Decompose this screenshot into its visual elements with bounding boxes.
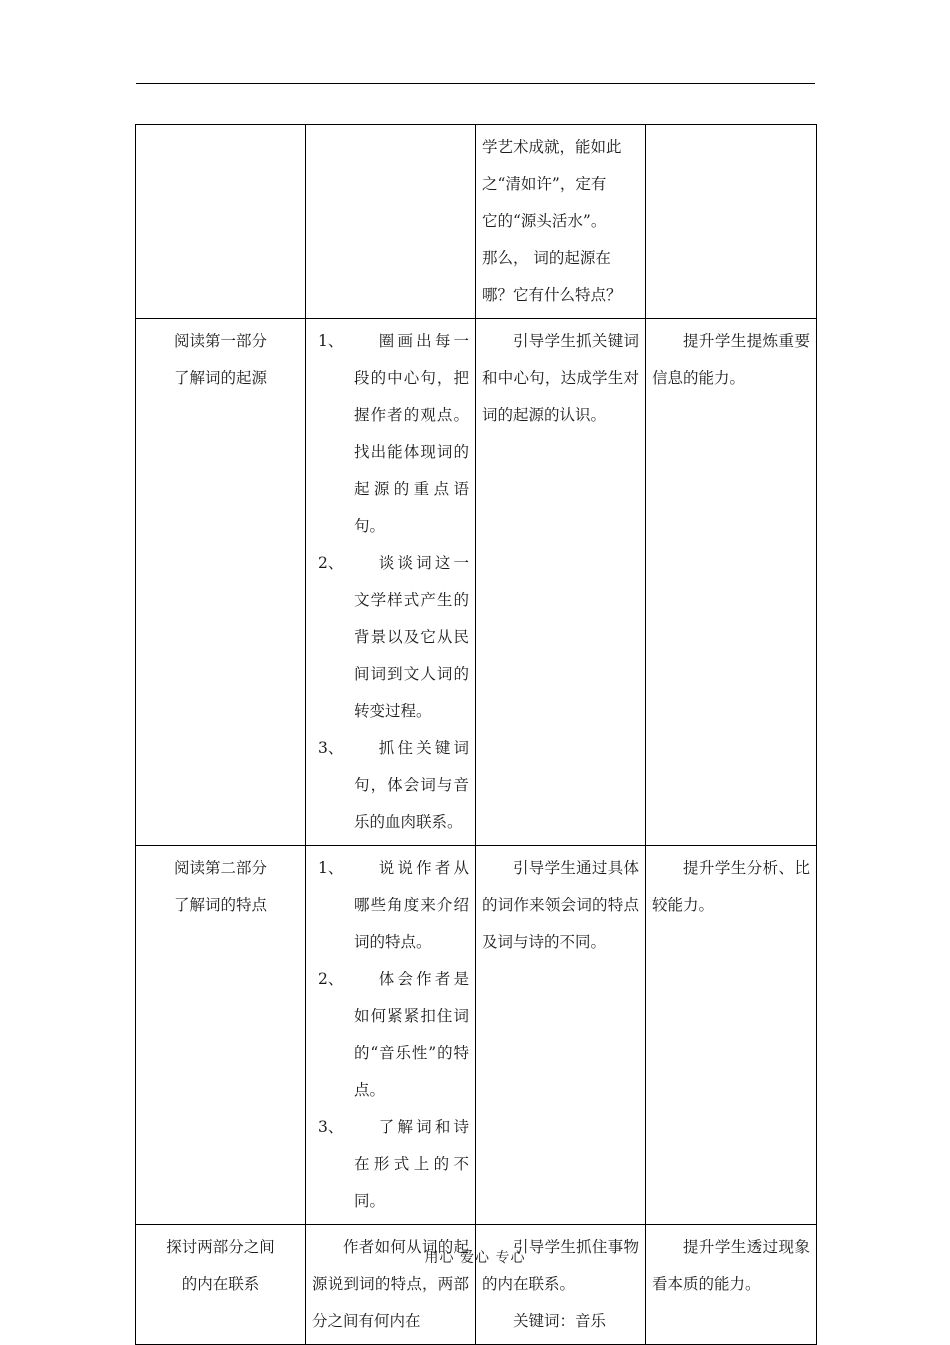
- goal-cell: 提升学生透过现象看本质的能力。: [646, 1225, 817, 1345]
- activity-cell: [306, 319, 476, 846]
- item-text: 抓住关键词句，体会词与音乐的血肉联系。: [354, 739, 469, 831]
- stage-line: 阅读第二部分: [173, 859, 267, 877]
- item-text: 体会作者是如何紧紧扣住词的“音乐性”的特点。: [354, 970, 469, 1099]
- design-line: 之“清如许”，定有: [482, 175, 607, 193]
- stage-line: 探讨两部分之间: [166, 1238, 275, 1256]
- design-line: 它的“源头活水”。: [482, 212, 607, 230]
- design-text: 引导学生抓住事物的内在联系。: [482, 1238, 639, 1293]
- goal-cell: 提升学生分析、比较能力。: [646, 846, 817, 1225]
- stage-cell: [136, 1225, 306, 1345]
- design-line: 哪？它有什么特点？: [482, 286, 622, 304]
- stage-line: 的内在联系: [181, 1275, 260, 1293]
- goal-cell: [646, 125, 817, 319]
- design-keywords: 关键词：音乐: [513, 1312, 607, 1330]
- stage-line: 了解词的特点: [173, 896, 267, 914]
- list-item: [312, 961, 469, 1109]
- activity-cell: [306, 846, 476, 1225]
- item-text: 说说作者从哪些角度来介绍词的特点。: [354, 859, 469, 951]
- stage-cell: [136, 125, 306, 319]
- design-cell: [476, 1225, 646, 1345]
- design-line: 学艺术成就，能如此: [482, 138, 622, 156]
- item-number: 3、: [318, 1118, 344, 1136]
- design-line: 那么， 词的起源在: [482, 249, 611, 267]
- item-number: 3、: [318, 739, 344, 757]
- table-row: [136, 125, 817, 319]
- table-row: [136, 846, 817, 1225]
- table-row: [136, 319, 817, 846]
- design-cell: [476, 125, 646, 319]
- item-number: 1、: [318, 859, 344, 877]
- header-rule: [136, 83, 815, 84]
- list-item: [312, 730, 469, 841]
- item-text: 了解词和诗在形式上的不同。: [354, 1118, 469, 1210]
- design-cell: 引导学生通过具体的词作来领会词的特点及词与诗的不同。: [476, 846, 646, 1225]
- list-item: [312, 545, 469, 730]
- list-item: [312, 323, 469, 545]
- goal-cell: 提升学生提炼重要信息的能力。: [646, 319, 817, 846]
- stage-line: 了解词的起源: [173, 369, 267, 387]
- item-number: 2、: [318, 970, 344, 988]
- list-item: [312, 1109, 469, 1220]
- stage-cell: [136, 846, 306, 1225]
- item-number: 1、: [318, 332, 344, 350]
- list-item: [312, 850, 469, 961]
- page-footer: 用心 爱心 专心: [424, 1250, 526, 1266]
- item-text: 谈谈词这一文学样式产生的背景以及它从民间词到文人词的转变过程。: [354, 554, 469, 720]
- activity-cell: 作者如何从词的起源说到词的特点，两部分之间有何内在: [306, 1225, 476, 1345]
- activity-cell: [306, 125, 476, 319]
- item-number: 2、: [318, 554, 344, 572]
- lesson-plan-table: [135, 124, 817, 1345]
- item-text: 圈画出每一段的中心句，把握作者的观点。找出能体现词的起源的重点语句。: [354, 332, 469, 535]
- table-row: [136, 1225, 817, 1345]
- design-cell: 引导学生抓关键词和中心句，达成学生对词的起源的认识。: [476, 319, 646, 846]
- stage-cell: [136, 319, 306, 846]
- stage-line: 阅读第一部分: [173, 332, 267, 350]
